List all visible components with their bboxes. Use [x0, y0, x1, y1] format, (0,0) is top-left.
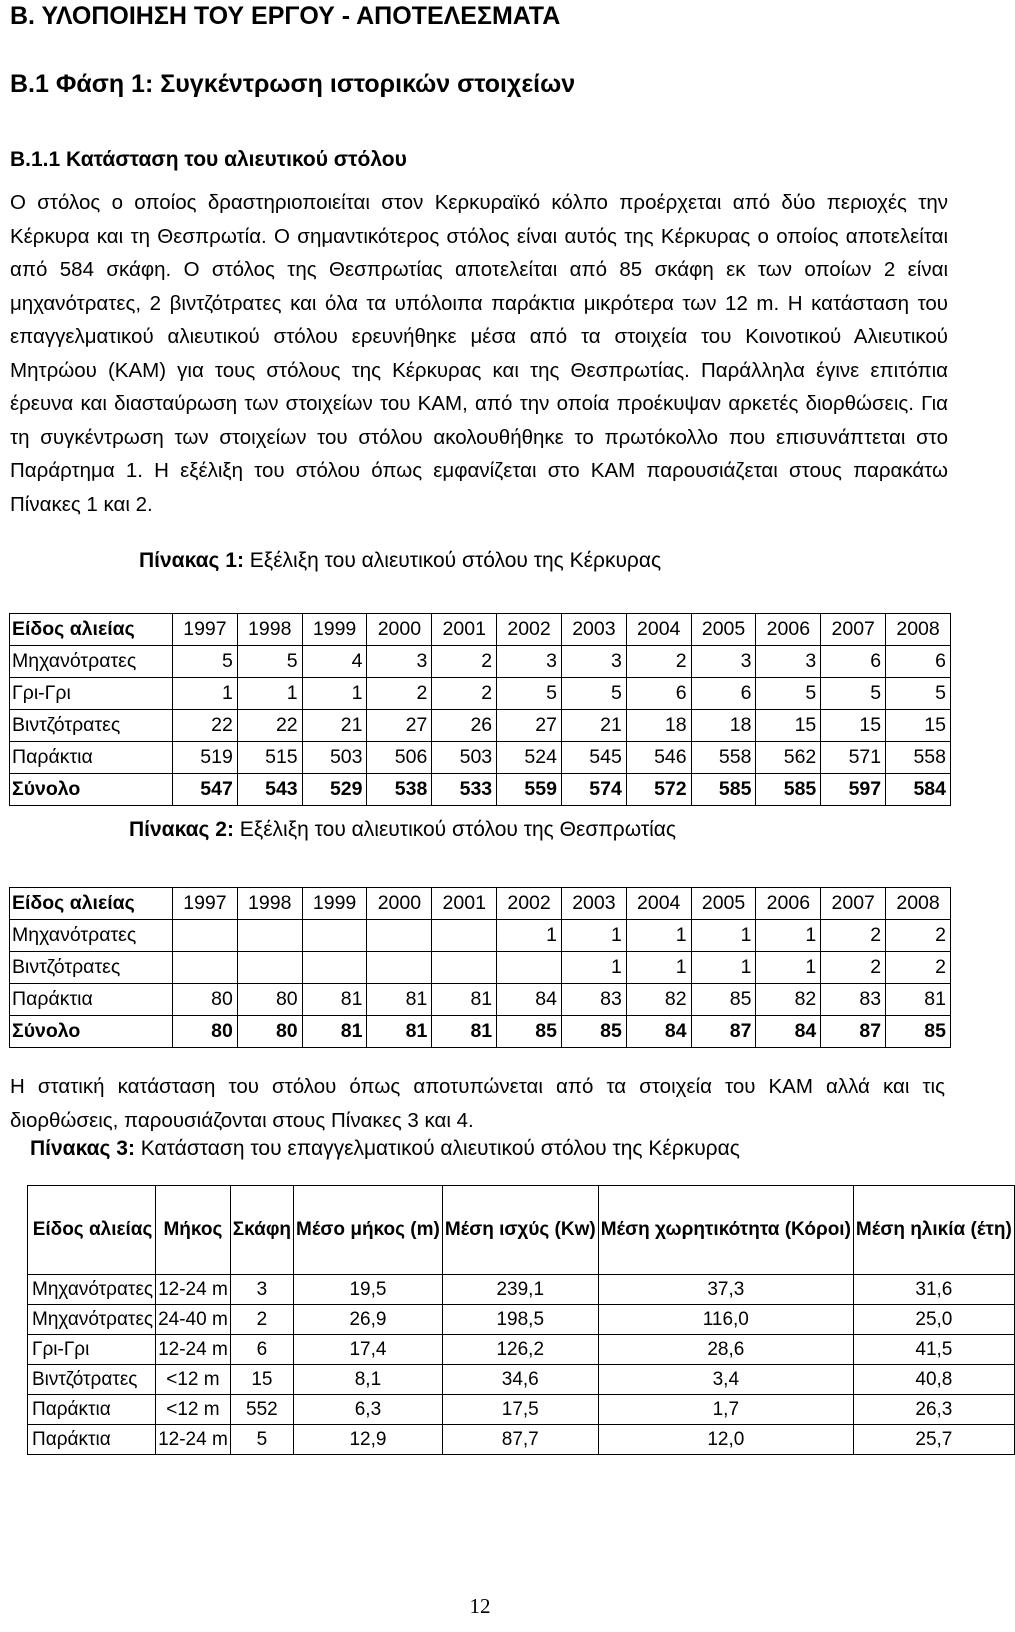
row-label-cell: Μηχανότρατες	[28, 1305, 156, 1335]
header-cell: Μήκος	[156, 1186, 231, 1275]
value-cell: 1	[691, 952, 756, 984]
value-cell: 37,3	[598, 1275, 853, 1305]
value-cell: 15	[756, 710, 821, 742]
table2-caption-text: Εξέλιξη του αλιευτικού στόλου της Θεσπρωτίας	[233, 818, 677, 841]
value-cell: 3	[691, 646, 756, 678]
table1-caption-text: Εξέλιξη του αλιευτικού στόλου της Κέρκυρας	[243, 549, 662, 572]
value-cell: <12 m	[156, 1365, 231, 1395]
value-cell: 22	[173, 710, 238, 742]
value-cell: 82	[756, 984, 821, 1016]
value-cell: 558	[886, 742, 951, 774]
value-cell: 3	[367, 646, 432, 678]
table-row	[10, 742, 951, 774]
value-cell: 562	[756, 742, 821, 774]
value-cell: 1	[561, 952, 626, 984]
value-cell: 3	[230, 1275, 293, 1305]
value-cell: 1	[756, 920, 821, 952]
header-cell: 2000	[367, 614, 432, 646]
value-cell: 83	[561, 984, 626, 1016]
row-label-cell: Παράκτια	[10, 984, 173, 1016]
row-label-cell: Παράκτια	[10, 742, 173, 774]
row-label-cell: Παράκτια	[28, 1425, 156, 1455]
value-cell: 1	[626, 920, 691, 952]
value-cell: 5	[561, 678, 626, 710]
value-cell: 6,3	[294, 1395, 443, 1425]
header-cell: 2005	[691, 614, 756, 646]
value-cell: 81	[302, 984, 367, 1016]
table1-caption	[139, 549, 661, 573]
value-cell	[237, 952, 302, 984]
value-cell: 34,6	[442, 1365, 598, 1395]
header-cell: Είδος αλιείας	[10, 888, 173, 920]
value-cell: 585	[756, 774, 821, 806]
value-cell: 25,7	[853, 1425, 1014, 1455]
value-cell: 15	[886, 710, 951, 742]
table-row	[28, 1395, 1015, 1425]
table-header-row	[10, 614, 951, 646]
value-cell: 21	[302, 710, 367, 742]
header-cell: 2002	[497, 888, 562, 920]
table3-caption-label: Πίνακας 3:	[30, 1137, 135, 1160]
subsection-heading: Β.1.1 Κατάσταση του αλιευτικού στόλου	[10, 148, 407, 171]
value-cell: 1	[237, 678, 302, 710]
value-cell: 84	[626, 1016, 691, 1048]
value-cell: 1	[561, 920, 626, 952]
header-cell: 1997	[173, 888, 238, 920]
value-cell: 18	[691, 710, 756, 742]
value-cell: 17,5	[442, 1395, 598, 1425]
value-cell: 1	[302, 678, 367, 710]
value-cell: 2	[230, 1305, 293, 1335]
value-cell: 515	[237, 742, 302, 774]
value-cell: 5	[173, 646, 238, 678]
value-cell: 85	[497, 1016, 562, 1048]
value-cell: 85	[886, 1016, 951, 1048]
value-cell: 12-24 m	[156, 1335, 231, 1365]
value-cell: 524	[497, 742, 562, 774]
table-kerkyra-static-state	[27, 1185, 1015, 1455]
header-cell: 1998	[237, 614, 302, 646]
value-cell: 25,0	[853, 1305, 1014, 1335]
value-cell: 546	[626, 742, 691, 774]
value-cell: 12,0	[598, 1425, 853, 1455]
value-cell	[367, 952, 432, 984]
value-cell: 529	[302, 774, 367, 806]
header-cell: 2003	[561, 888, 626, 920]
header-cell: 2006	[756, 614, 821, 646]
value-cell: 571	[821, 742, 886, 774]
table2-caption	[129, 818, 676, 842]
table3-caption	[30, 1137, 740, 1161]
value-cell: 81	[432, 984, 497, 1016]
header-cell: Μέση χωρητικότητα (Κόροι)	[598, 1186, 853, 1275]
page-number: 12	[469, 1594, 491, 1618]
value-cell	[173, 920, 238, 952]
value-cell: 87	[821, 1016, 886, 1048]
value-cell: 87	[691, 1016, 756, 1048]
header-cell: 2001	[432, 614, 497, 646]
table-row	[28, 1335, 1015, 1365]
value-cell: 6	[230, 1335, 293, 1365]
row-label-cell: Γρι-Γρι	[28, 1335, 156, 1365]
table-row	[10, 984, 951, 1016]
value-cell: 27	[367, 710, 432, 742]
row-label-cell: Μηχανότρατες	[10, 920, 173, 952]
table-row	[10, 952, 951, 984]
value-cell: 81	[367, 984, 432, 1016]
table-row	[28, 1365, 1015, 1395]
value-cell: 5	[497, 678, 562, 710]
value-cell: 239,1	[442, 1275, 598, 1305]
table-header-row	[28, 1186, 1015, 1275]
row-label-cell: Βιντζότρατες	[10, 952, 173, 984]
header-cell: 2002	[497, 614, 562, 646]
intro-paragraph: Ο στόλος ο οποίος δραστηριοποιείται στον Κερκυραϊκό κόλπο προέρχεται από δύο περιοχές την Κέρκυρα και τη Θεσπρωτία. Ο σημαντικότερος στόλος είναι αυτός της Κέρκυρας ο οποίος αποτελείται από 584 σκάφη. Ο στόλος της Θεσπρωτίας αποτελείται από 85 σκάφη εκ των οποίων 2 είναι μηχανότρατες, 2 βιντζότρατες και όλα τα υπόλοιπα παράκτια μικρότερα των 12 m. Η κατάσταση του επαγγελματικού αλιευτικού στόλου ερευνήθηκε μέσα από τα στοιχεία του Κοινοτικού Αλιευτικού Μητρώου (ΚΑΜ) για τους στόλους της Κέρκυρας και της Θεσπρωτίας. Παράλληλα έγινε επιτόπια έρευνα και διασταύρωση των στοιχείων του ΚΑΜ, από την οποία προέκυψαν αρκετές διορθώσεις. Για τη συγκέντρωση των στοιχείων του στόλου ακολουθήθηκε το πρωτόκολλο που επισυνάπτεται στο Παράρτημα 1. Η εξέλιξη του στόλου όπως εμφανίζεται στο ΚΑΜ παρουσιάζεται στους παρακάτω Πίνακες 1 και 2.	[10, 191, 948, 516]
header-cell: 2005	[691, 888, 756, 920]
value-cell: 12-24 m	[156, 1425, 231, 1455]
value-cell	[302, 920, 367, 952]
value-cell: 5	[230, 1425, 293, 1455]
header-cell: 2000	[367, 888, 432, 920]
value-cell: 81	[302, 1016, 367, 1048]
value-cell: 5	[756, 678, 821, 710]
header-cell: 2006	[756, 888, 821, 920]
value-cell: 2	[821, 920, 886, 952]
value-cell: 574	[561, 774, 626, 806]
value-cell: 15	[230, 1365, 293, 1395]
section-heading: Β. ΥΛΟΠΟΙΗΣΗ ΤΟΥ ΕΡΓΟΥ - ΑΠΟΤΕΛΕΣΜΑΤΑ	[10, 2, 561, 30]
value-cell	[497, 952, 562, 984]
value-cell: 26,9	[294, 1305, 443, 1335]
value-cell: 41,5	[853, 1335, 1014, 1365]
row-label-cell: Σύνολο	[10, 774, 173, 806]
header-cell: 2007	[821, 888, 886, 920]
table-row	[10, 774, 951, 806]
value-cell: 24-40 m	[156, 1305, 231, 1335]
row-label-cell: Βιντζότρατες	[28, 1365, 156, 1395]
value-cell: 2	[886, 952, 951, 984]
table-row	[10, 678, 951, 710]
header-cell: Μέση ηλικία (έτη)	[853, 1186, 1014, 1275]
value-cell: 2	[626, 646, 691, 678]
row-label-cell: Σύνολο	[10, 1016, 173, 1048]
value-cell: 6	[821, 646, 886, 678]
value-cell: 22	[237, 710, 302, 742]
value-cell: 558	[691, 742, 756, 774]
value-cell: 12-24 m	[156, 1275, 231, 1305]
header-cell: Σκάφη	[230, 1186, 293, 1275]
header-cell: Μέση ισχύς (Kw)	[442, 1186, 598, 1275]
value-cell	[237, 920, 302, 952]
table-kerkyra-fleet	[9, 613, 951, 806]
table2-caption-label: Πίνακας 2:	[129, 818, 234, 841]
value-cell: 80	[237, 984, 302, 1016]
header-cell: Είδος αλιείας	[10, 614, 173, 646]
value-cell: 2	[821, 952, 886, 984]
value-cell: 1,7	[598, 1395, 853, 1425]
value-cell	[432, 952, 497, 984]
header-cell: 2001	[432, 888, 497, 920]
value-cell: 2	[886, 920, 951, 952]
value-cell: 552	[230, 1395, 293, 1425]
value-cell: 12,9	[294, 1425, 443, 1455]
header-cell: Είδος αλιείας	[28, 1186, 156, 1275]
value-cell: 5	[886, 678, 951, 710]
value-cell: 506	[367, 742, 432, 774]
table-header-row	[10, 888, 951, 920]
value-cell: 572	[626, 774, 691, 806]
value-cell: 559	[497, 774, 562, 806]
value-cell: 3	[497, 646, 562, 678]
row-label-cell: Μηχανότρατες	[28, 1275, 156, 1305]
value-cell: 85	[561, 1016, 626, 1048]
value-cell: 80	[173, 984, 238, 1016]
table-row	[10, 1016, 951, 1048]
header-cell: 2008	[886, 614, 951, 646]
value-cell: 40,8	[853, 1365, 1014, 1395]
value-cell: 3	[756, 646, 821, 678]
value-cell: 4	[302, 646, 367, 678]
value-cell: 8,1	[294, 1365, 443, 1395]
phase-heading: Β.1 Φάση 1: Συγκέντρωση ιστορικών στοιχείων	[10, 70, 576, 98]
value-cell: 87,7	[442, 1425, 598, 1455]
value-cell: 584	[886, 774, 951, 806]
table1-caption-label: Πίνακας 1:	[139, 549, 244, 572]
value-cell: 81	[432, 1016, 497, 1048]
value-cell: 543	[237, 774, 302, 806]
value-cell: 6	[691, 678, 756, 710]
table3-caption-text: Κατάσταση του επαγγελματικού αλιευτικού στόλου της Κέρκυρας	[134, 1137, 740, 1160]
value-cell: 3	[561, 646, 626, 678]
value-cell: 503	[432, 742, 497, 774]
value-cell: 2	[432, 646, 497, 678]
value-cell: 81	[367, 1016, 432, 1048]
value-cell: 26	[432, 710, 497, 742]
table-row	[10, 646, 951, 678]
row-label-cell: Μηχανότρατες	[10, 646, 173, 678]
value-cell: 15	[821, 710, 886, 742]
value-cell: 27	[497, 710, 562, 742]
value-cell	[432, 920, 497, 952]
header-cell: 1999	[302, 614, 367, 646]
header-cell: Μέσο μήκος (m)	[294, 1186, 443, 1275]
header-cell: 2004	[626, 888, 691, 920]
value-cell: 533	[432, 774, 497, 806]
value-cell: 1	[497, 920, 562, 952]
value-cell: 18	[626, 710, 691, 742]
header-cell: 2008	[886, 888, 951, 920]
header-cell: 1999	[302, 888, 367, 920]
value-cell: 84	[497, 984, 562, 1016]
value-cell: 3,4	[598, 1365, 853, 1395]
table-row	[28, 1275, 1015, 1305]
value-cell: 1	[756, 952, 821, 984]
value-cell: 116,0	[598, 1305, 853, 1335]
value-cell: 31,6	[853, 1275, 1014, 1305]
value-cell: 1	[173, 678, 238, 710]
table-row	[10, 920, 951, 952]
table-thesprotia-fleet	[9, 887, 951, 1048]
value-cell: 85	[691, 984, 756, 1016]
header-cell: 2004	[626, 614, 691, 646]
value-cell: 1	[691, 920, 756, 952]
value-cell: 585	[691, 774, 756, 806]
header-cell: 2007	[821, 614, 886, 646]
value-cell: 126,2	[442, 1335, 598, 1365]
value-cell: 2	[367, 678, 432, 710]
value-cell: 83	[821, 984, 886, 1016]
value-cell: 84	[756, 1016, 821, 1048]
value-cell: 80	[173, 1016, 238, 1048]
value-cell: 80	[237, 1016, 302, 1048]
value-cell: 17,4	[294, 1335, 443, 1365]
row-label-cell: Παράκτια	[28, 1395, 156, 1425]
table-row	[10, 710, 951, 742]
row-label-cell: Βιντζότρατες	[10, 710, 173, 742]
value-cell	[302, 952, 367, 984]
value-cell: 538	[367, 774, 432, 806]
table-row	[28, 1305, 1015, 1335]
value-cell: 2	[432, 678, 497, 710]
value-cell: 5	[821, 678, 886, 710]
value-cell: 26,3	[853, 1395, 1014, 1425]
value-cell: 503	[302, 742, 367, 774]
table-row	[28, 1425, 1015, 1455]
value-cell: 198,5	[442, 1305, 598, 1335]
value-cell: 28,6	[598, 1335, 853, 1365]
value-cell: 5	[237, 646, 302, 678]
value-cell: 1	[626, 952, 691, 984]
value-cell: 6	[886, 646, 951, 678]
value-cell: 545	[561, 742, 626, 774]
value-cell: 21	[561, 710, 626, 742]
value-cell: 82	[626, 984, 691, 1016]
value-cell: 6	[626, 678, 691, 710]
header-cell: 1998	[237, 888, 302, 920]
static-state-paragraph: Η στατική κατάσταση του στόλου όπως αποτυπώνεται από τα στοιχεία του ΚΑΜ αλλά και τις διορθώσεις, παρουσιάζονται στους Πίνακες 3 και 4.	[10, 1075, 945, 1132]
value-cell: 19,5	[294, 1275, 443, 1305]
header-cell: 2003	[561, 614, 626, 646]
value-cell: 519	[173, 742, 238, 774]
value-cell	[367, 920, 432, 952]
value-cell: <12 m	[156, 1395, 231, 1425]
row-label-cell: Γρι-Γρι	[10, 678, 173, 710]
value-cell: 597	[821, 774, 886, 806]
value-cell: 81	[886, 984, 951, 1016]
value-cell: 547	[173, 774, 238, 806]
value-cell	[173, 952, 238, 984]
header-cell: 1997	[173, 614, 238, 646]
